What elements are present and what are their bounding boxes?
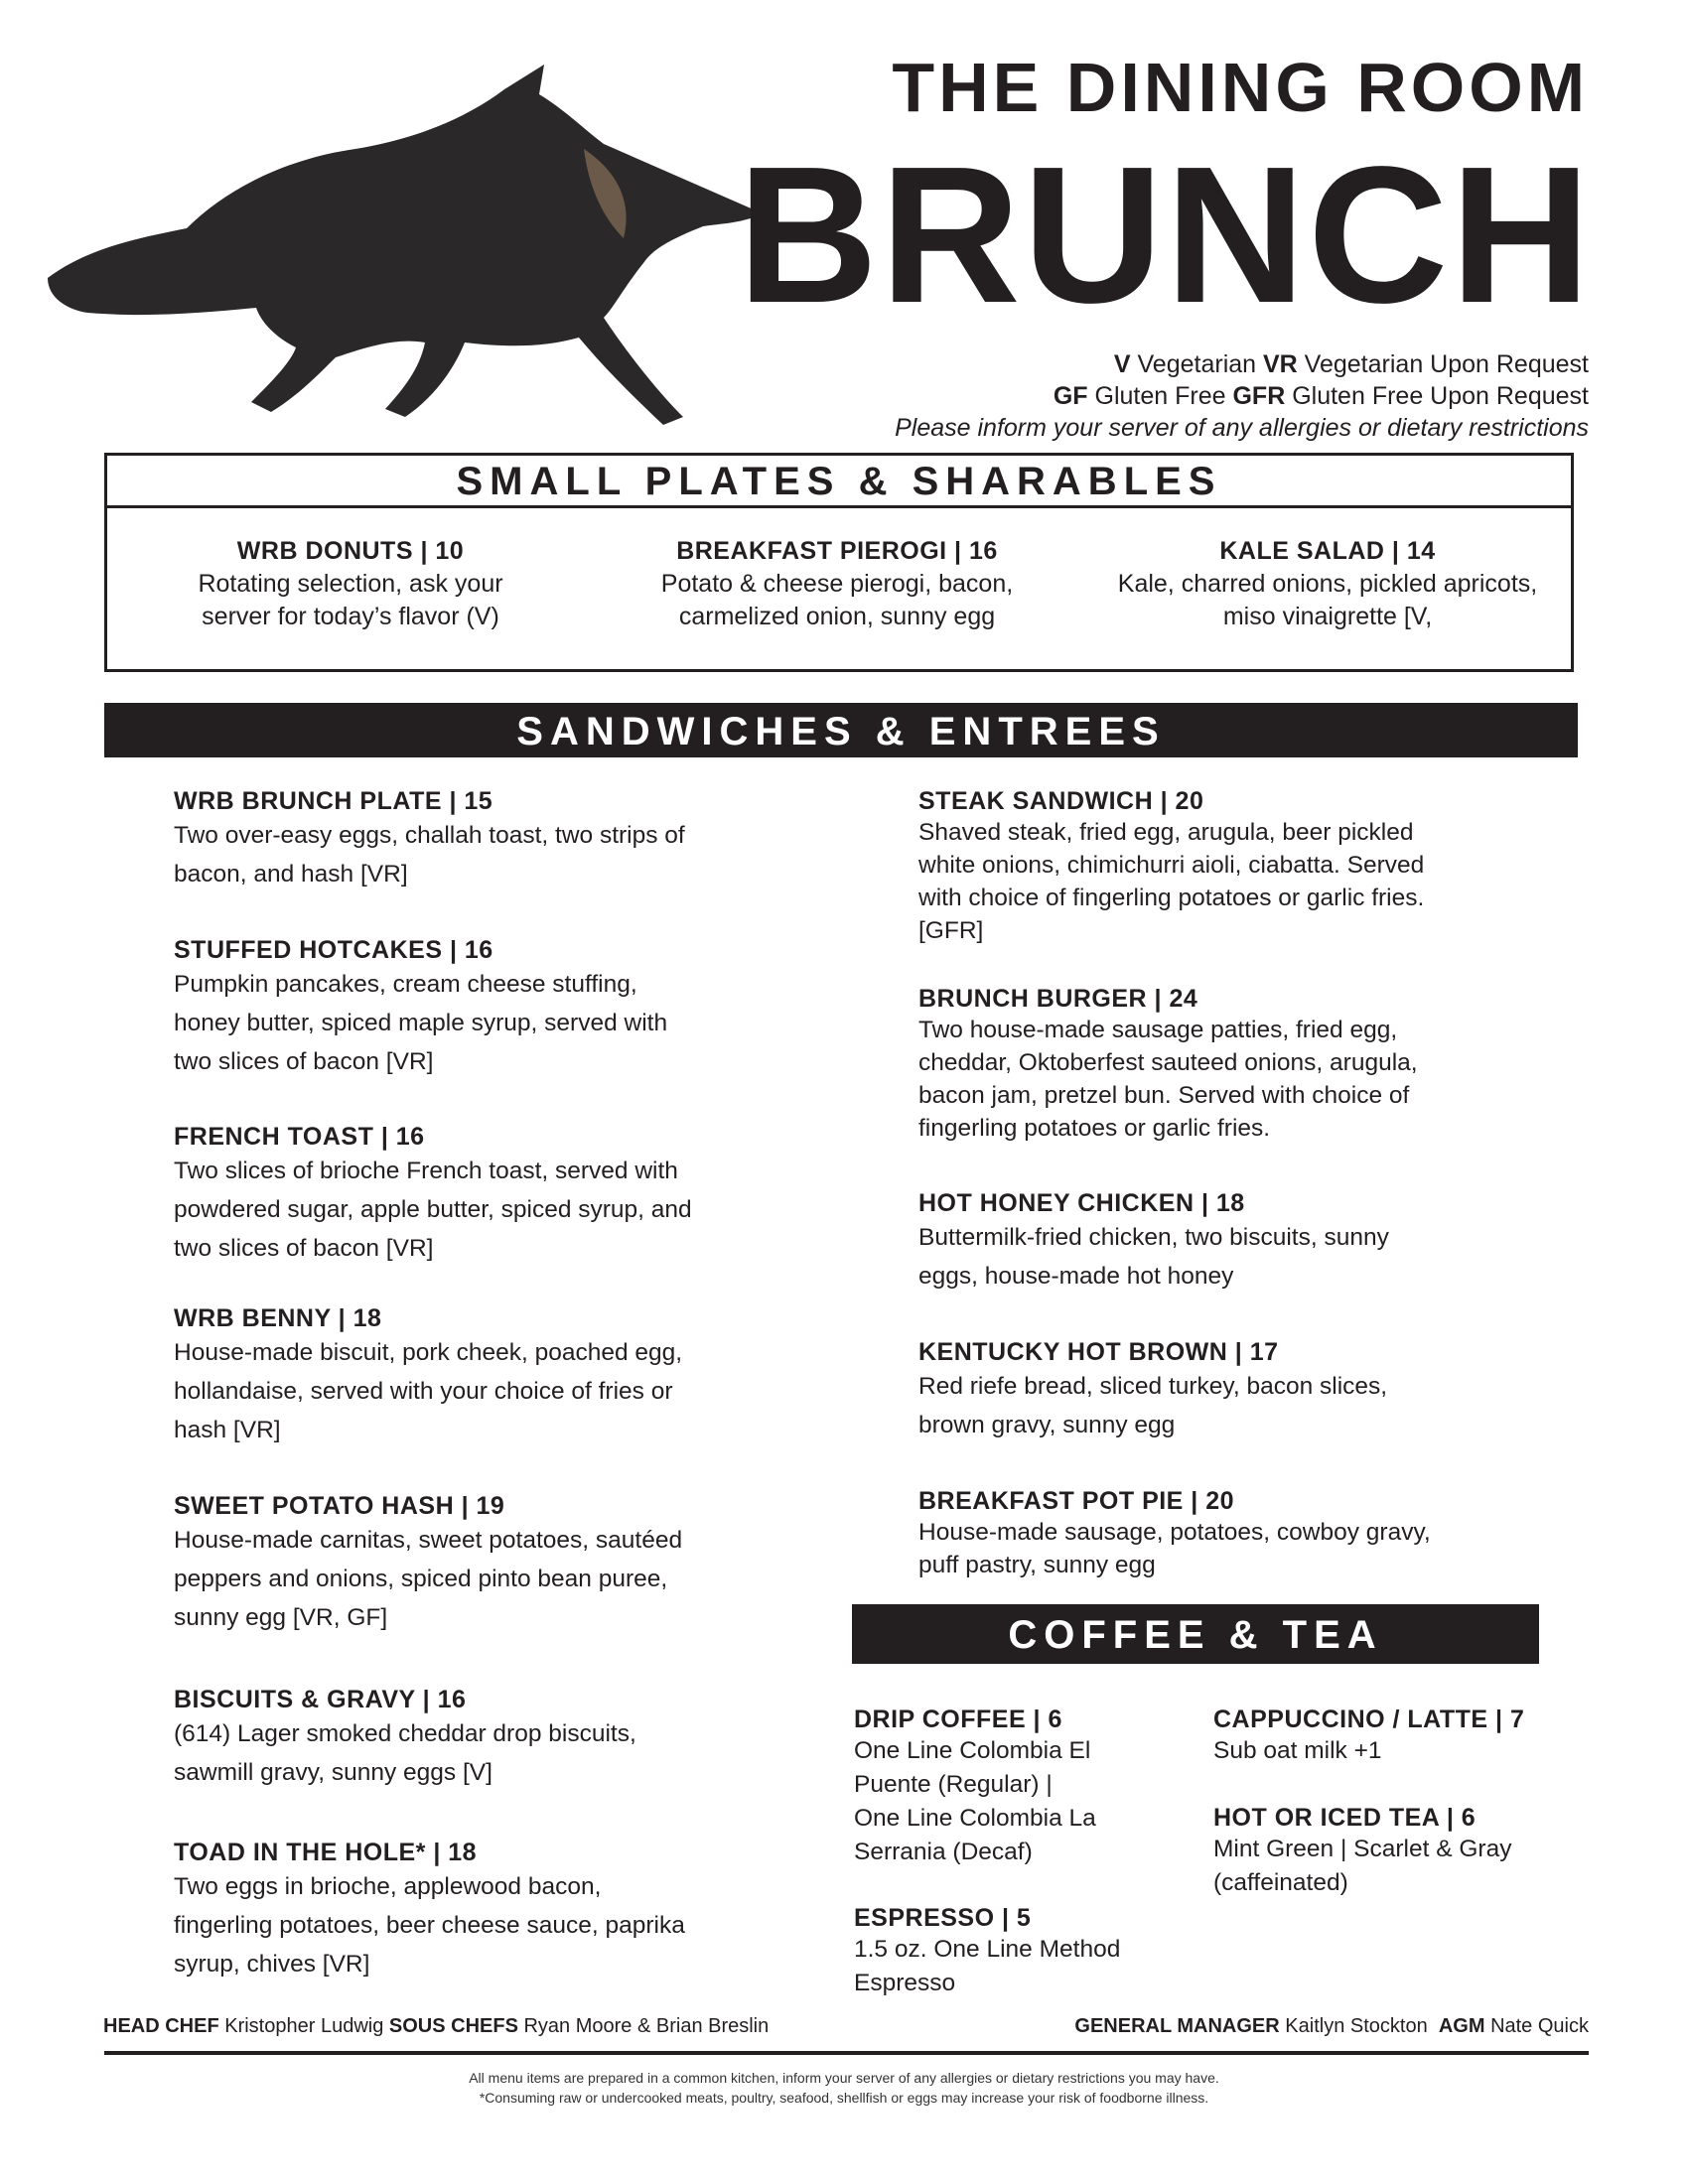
- menu-item: [918, 1337, 1387, 1444]
- legend-code: VR: [1263, 350, 1298, 378]
- legend-line-2: [1054, 381, 1589, 411]
- menu-item-description: Sub oat milk +1: [1213, 1737, 1382, 1764]
- menu-item-description: server for today’s flavor (V): [202, 603, 499, 630]
- menu-item-description: miso vinaigrette [V,: [1222, 603, 1433, 630]
- menu-item-description: Two slices of brioche French toast, served with: [174, 1158, 678, 1184]
- small-plates-heading: SMALL PLATES & SHARABLES: [107, 456, 1571, 508]
- menu-item-description: 1.5 oz. One Line Method: [854, 1936, 1121, 1963]
- menu-item-name: ESPRESSO | 5: [854, 1904, 1032, 1932]
- menu-item: [174, 1303, 682, 1449]
- menu-item: [117, 535, 584, 633]
- menu-item-description: Red riefe bread, sliced turkey, bacon slices,: [918, 1373, 1388, 1400]
- menu-item-description: Espresso: [854, 1970, 956, 1996]
- menu-item-description: with choice of fingerling potatoes or garlic fries.: [918, 885, 1425, 911]
- menu-item-description: two slices of bacon [VR]: [174, 1235, 434, 1262]
- menu-item-name: HOT HONEY CHICKEN | 18: [918, 1189, 1245, 1217]
- legend-text: Gluten Free: [1087, 382, 1233, 410]
- menu-item: [854, 1903, 1120, 2000]
- menu-item-description: bacon, and hash [VR]: [174, 861, 408, 887]
- menu-item-name: SWEET POTATO HASH | 19: [174, 1492, 505, 1520]
- fine-print-1: All menu items are prepared in a common kitchen, inform your server of any allergies or dietary restrictions you may have.: [469, 2070, 1219, 2086]
- menu-title: BRUNCH: [737, 126, 1593, 343]
- menu-item-name: KALE SALAD | 14: [1219, 537, 1436, 565]
- menu-item-name: WRB DONUTS | 10: [236, 537, 465, 565]
- menu-item-description: (614) Lager smoked cheddar drop biscuits,: [174, 1720, 636, 1747]
- small-plates-section: [104, 453, 1574, 672]
- menu-item: [1094, 535, 1561, 633]
- menu-item-name: CAPPUCCINO / LATTE | 7: [1213, 1706, 1525, 1733]
- agm-label: AGM: [1438, 2015, 1485, 2037]
- legend-code: GFR: [1232, 382, 1286, 410]
- menu-item-description: fingerling potatoes or garlic fries.: [918, 1115, 1271, 1142]
- menu-item-description: One Line Colombia La: [854, 1805, 1096, 1832]
- menu-item: [174, 786, 685, 893]
- menu-item: [1213, 1705, 1524, 1768]
- agm: Nate Quick: [1490, 2015, 1589, 2037]
- menu-item-description: hollandaise, served with your choice of fries or: [174, 1378, 673, 1405]
- menu-item: [174, 1838, 685, 1983]
- menu-item: [918, 1188, 1389, 1296]
- head-chef-label: HEAD CHEF: [103, 2015, 219, 2037]
- menu-item-description: House-made sausage, potatoes, cowboy gravy,: [918, 1519, 1431, 1546]
- head-chef: Kristopher Ludwig: [224, 2015, 384, 2037]
- menu-item-name: STUFFED HOTCAKES | 16: [174, 936, 493, 964]
- menu-item-description: white onions, chimichurri aioli, ciabatta. Served: [918, 852, 1425, 879]
- menu-item-name: DRIP COFFEE | 6: [854, 1706, 1062, 1733]
- menu-item-name: BREAKFAST PIEROGI | 16: [676, 537, 998, 565]
- menu-item-name: WRB BRUNCH PLATE | 15: [174, 787, 493, 815]
- legend-code: GF: [1053, 382, 1088, 410]
- menu-item-name: HOT OR ICED TEA | 6: [1213, 1804, 1477, 1832]
- menu-item-description: House-made biscuit, pork cheek, poached egg,: [174, 1339, 683, 1366]
- menu-item-description: Kale, charred onions, pickled apricots,: [1117, 570, 1538, 598]
- menu-item-description: hash [VR]: [174, 1417, 281, 1443]
- gm: Kaitlyn Stockton: [1285, 2015, 1428, 2037]
- menu-item-description: (caffeinated): [1213, 1869, 1348, 1896]
- legend-text: Gluten Free Upon Request: [1285, 382, 1589, 410]
- sous-chefs: Ryan Moore & Brian Breslin: [523, 2015, 770, 2037]
- menu-item-description: Two eggs in brioche, applewood bacon,: [174, 1873, 602, 1900]
- menu-item: [854, 1705, 1096, 1869]
- menu-item-description: peppers and onions, spiced pinto bean puree,: [174, 1566, 668, 1592]
- menu-item: [174, 935, 667, 1081]
- menu-item: [918, 786, 1424, 947]
- kitchen-staff: [103, 2015, 769, 2038]
- menu-item-description: Mint Green | Scarlet & Gray: [1213, 1836, 1512, 1862]
- allergy-note: Please inform your server of any allergies or dietary restrictions: [895, 414, 1589, 442]
- menu-item-name: WRB BENNY | 18: [174, 1304, 382, 1332]
- menu-item-description: Serrania (Decaf): [854, 1839, 1033, 1865]
- menu-item-name: STEAK SANDWICH | 20: [918, 787, 1204, 815]
- legend-code: V: [1113, 350, 1131, 378]
- menu-item-description: cheddar, Oktoberfest sauteed onions, arugula,: [918, 1049, 1418, 1076]
- menu-item-description: House-made carnitas, sweet potatoes, sautéed: [174, 1527, 683, 1554]
- fine-print-2: *Consuming raw or undercooked meats, poultry, seafood, shellfish or eggs may increase your risk of foodborne illness.: [479, 2090, 1209, 2106]
- menu-item: [174, 1685, 636, 1792]
- menu-item-description: One Line Colombia El: [854, 1737, 1091, 1764]
- menu-item: [918, 1486, 1431, 1581]
- menu-item-description: carmelized onion, sunny egg: [678, 603, 996, 630]
- menu-item-description: Shaved steak, fried egg, arugula, beer pickled: [918, 819, 1414, 846]
- sous-chefs-label: SOUS CHEFS: [388, 2015, 518, 2037]
- menu-item-description: brown gravy, sunny egg: [918, 1412, 1176, 1438]
- menu-item-description: sunny egg [VR, GF]: [174, 1604, 388, 1631]
- menu-item-description: fingerling potatoes, beer cheese sauce, paprika: [174, 1912, 685, 1939]
- menu-item: [918, 984, 1418, 1145]
- menu-item-description: puff pastry, sunny egg: [918, 1552, 1156, 1578]
- menu-item-description: two slices of bacon [VR]: [174, 1048, 434, 1075]
- menu-item-description: Pumpkin pancakes, cream cheese stuffing,: [174, 971, 637, 998]
- menu-item-name: TOAD IN THE HOLE* | 18: [174, 1839, 478, 1866]
- legend-text: Vegetarian Upon Request: [1297, 350, 1589, 378]
- menu-item: [174, 1491, 682, 1637]
- coffee-heading: COFFEE & TEA: [852, 1604, 1539, 1664]
- menu-item-name: BREAKFAST POT PIE | 20: [918, 1487, 1235, 1515]
- menu-item-description: bacon jam, pretzel bun. Served with choice of: [918, 1082, 1410, 1109]
- legend-line-1: [1114, 349, 1589, 379]
- menu-item-description: Rotating selection, ask your: [198, 570, 503, 598]
- menu-item: [1213, 1803, 1511, 1900]
- menu-item-description: Potato & cheese pierogi, bacon,: [660, 570, 1014, 598]
- management-staff: [1074, 2015, 1589, 2038]
- footer-divider: [104, 2051, 1589, 2055]
- sandwiches-heading: SANDWICHES & ENTREES: [104, 703, 1578, 757]
- menu-item-description: Two over-easy eggs, challah toast, two strips of: [174, 822, 685, 849]
- menu-item-description: Two house-made sausage patties, fried egg,: [918, 1017, 1398, 1043]
- menu-item: [174, 1122, 692, 1268]
- menu-item: [604, 535, 1070, 633]
- menu-item-name: BISCUITS & GRAVY | 16: [174, 1686, 467, 1713]
- menu-item-description: Buttermilk-fried chicken, two biscuits, sunny: [918, 1224, 1389, 1251]
- menu-item-description: powdered sugar, apple butter, spiced syrup, and: [174, 1196, 692, 1223]
- menu-item-description: honey butter, spiced maple syrup, served with: [174, 1010, 668, 1036]
- menu-item-description: eggs, house-made hot honey: [918, 1263, 1234, 1290]
- menu-item-description: sawmill gravy, sunny eggs [V]: [174, 1759, 492, 1786]
- fox-illustration: [28, 50, 773, 437]
- gm-label: GENERAL MANAGER: [1074, 2015, 1280, 2037]
- menu-item-name: FRENCH TOAST | 16: [174, 1123, 425, 1151]
- menu-item-name: KENTUCKY HOT BROWN | 17: [918, 1338, 1279, 1366]
- menu-item-description: [GFR]: [918, 917, 984, 944]
- menu-item-name: BRUNCH BURGER | 24: [918, 985, 1198, 1013]
- venue-title: THE DINING ROOM: [892, 49, 1589, 126]
- menu-item-description: Puente (Regular) |: [854, 1771, 1053, 1798]
- menu-item-description: syrup, chives [VR]: [174, 1951, 370, 1978]
- legend-text: Vegetarian: [1130, 350, 1263, 378]
